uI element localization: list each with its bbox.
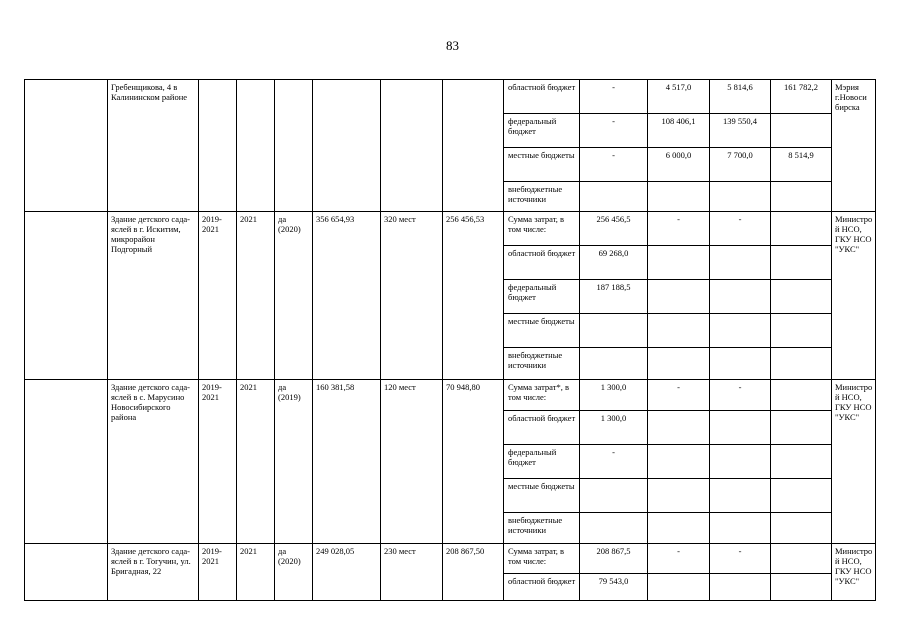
amount-cell — [710, 513, 771, 544]
amount-cell: - — [580, 445, 648, 479]
funding-source-label: местные бюджеты — [504, 479, 580, 513]
amount-cell — [771, 246, 832, 280]
capacity-cell: 230 мест — [381, 544, 443, 601]
capacity-cell: 320 мест — [381, 212, 443, 380]
amount-cell — [771, 513, 832, 544]
amount-cell: - — [580, 114, 648, 148]
executor-cell: Министро й НСО, ГКУ НСО "УКС" — [832, 544, 876, 601]
amount-cell: 139 550,4 — [710, 114, 771, 148]
budget-table — [24, 79, 876, 601]
amount-cell — [648, 314, 710, 348]
amount-cell: 256 456,5 — [580, 212, 648, 246]
capacity-cell — [381, 80, 443, 212]
funding-source-label: внебюджетные источники — [504, 513, 580, 544]
amount-cell — [648, 574, 710, 601]
design-cell: да (2020) — [275, 544, 313, 601]
amount-cell — [710, 348, 771, 380]
funding-source-label: областной бюджет — [504, 246, 580, 280]
amount-cell — [771, 348, 832, 380]
amount-cell — [648, 445, 710, 479]
amount-cell — [710, 574, 771, 601]
amount-cell — [580, 182, 648, 212]
amount-cell: 187 188,5 — [580, 280, 648, 314]
amount-cell: - — [580, 148, 648, 182]
amount-cell: - — [648, 212, 710, 246]
amount-cell — [648, 411, 710, 445]
table-row — [25, 380, 876, 411]
funding-source-label: областной бюджет — [504, 80, 580, 114]
amount-cell — [580, 314, 648, 348]
amount-cell: 161 782,2 — [771, 80, 832, 114]
page-number: 83 — [446, 38, 459, 53]
amount-cell — [648, 182, 710, 212]
funding-source-label: Сумма затрат*, в том числе: — [504, 380, 580, 411]
year-cell: 2021 — [237, 212, 275, 380]
amount-cell — [580, 348, 648, 380]
funding-source-label: местные бюджеты — [504, 314, 580, 348]
amount-cell: - — [710, 380, 771, 411]
remaining-cost-cell — [443, 80, 504, 212]
amount-cell — [771, 314, 832, 348]
amount-cell — [771, 182, 832, 212]
amount-cell: 7 700,0 — [710, 148, 771, 182]
amount-cell: 1 300,0 — [580, 411, 648, 445]
funding-source-label: федеральный бюджет — [504, 114, 580, 148]
amount-cell — [771, 212, 832, 246]
remaining-cost-cell: 208 867,50 — [443, 544, 504, 601]
period-cell — [199, 80, 237, 212]
amount-cell: - — [648, 380, 710, 411]
empty-cell — [25, 80, 108, 212]
table-row — [25, 80, 876, 114]
cost-cell: 249 028,05 — [313, 544, 381, 601]
amount-cell: 1 300,0 — [580, 380, 648, 411]
amount-cell — [771, 411, 832, 445]
design-cell: да (2020) — [275, 212, 313, 380]
funding-source-label: Сумма затрат, в том числе: — [504, 212, 580, 246]
amount-cell — [771, 574, 832, 601]
amount-cell — [771, 445, 832, 479]
amount-cell — [771, 544, 832, 574]
amount-cell — [648, 479, 710, 513]
amount-cell: 69 268,0 — [580, 246, 648, 280]
funding-source-label: внебюджетные источники — [504, 348, 580, 380]
amount-cell: 8 514,9 — [771, 148, 832, 182]
amount-cell — [710, 314, 771, 348]
funding-source-label: федеральный бюджет — [504, 280, 580, 314]
amount-cell — [710, 411, 771, 445]
amount-cell — [648, 348, 710, 380]
remaining-cost-cell: 70 948,80 — [443, 380, 504, 544]
object-name-cell: Здание детского сада-яслей в с. Марусино Новосибирского района — [108, 380, 199, 544]
table-row — [25, 544, 876, 574]
amount-cell — [648, 280, 710, 314]
amount-cell — [648, 246, 710, 280]
amount-cell — [710, 246, 771, 280]
amount-cell: 4 517,0 — [648, 80, 710, 114]
executor-cell: Министро й НСО, ГКУ НСО "УКС" — [832, 212, 876, 380]
amount-cell: - — [710, 544, 771, 574]
object-name-cell: Здание детского сада-яслей в г. Тогучин, ул. Бригадная, 22 — [108, 544, 199, 601]
funding-source-label: Сумма затрат, в том числе: — [504, 544, 580, 574]
amount-cell — [580, 513, 648, 544]
period-cell: 2019-2021 — [199, 544, 237, 601]
period-cell: 2019-2021 — [199, 380, 237, 544]
funding-source-label: областной бюджет — [504, 574, 580, 601]
amount-cell — [771, 280, 832, 314]
amount-cell — [771, 380, 832, 411]
cost-cell: 356 654,93 — [313, 212, 381, 380]
amount-cell — [771, 479, 832, 513]
remaining-cost-cell: 256 456,53 — [443, 212, 504, 380]
amount-cell: - — [580, 80, 648, 114]
amount-cell — [648, 513, 710, 544]
amount-cell — [710, 182, 771, 212]
table-row — [25, 212, 876, 246]
year-cell: 2021 — [237, 544, 275, 601]
capacity-cell: 120 мест — [381, 380, 443, 544]
empty-cell — [25, 212, 108, 380]
amount-cell: - — [710, 212, 771, 246]
cost-cell: 160 381,58 — [313, 380, 381, 544]
funding-source-label: областной бюджет — [504, 411, 580, 445]
amount-cell: 79 543,0 — [580, 574, 648, 601]
amount-cell — [771, 114, 832, 148]
year-cell: 2021 — [237, 380, 275, 544]
empty-cell — [25, 380, 108, 544]
empty-cell — [25, 544, 108, 601]
funding-source-label: федеральный бюджет — [504, 445, 580, 479]
amount-cell: - — [648, 544, 710, 574]
executor-cell: Мэрия г.Новоси бирска — [832, 80, 876, 212]
year-cell — [237, 80, 275, 212]
amount-cell — [710, 280, 771, 314]
cost-cell — [313, 80, 381, 212]
funding-source-label: внебюджетные источники — [504, 182, 580, 212]
amount-cell: 108 406,1 — [648, 114, 710, 148]
design-cell: да (2019) — [275, 380, 313, 544]
funding-source-label: местные бюджеты — [504, 148, 580, 182]
amount-cell: 5 814,6 — [710, 80, 771, 114]
object-name-cell: Здание детского сада-яслей в г. Искитим, микрорайон Подгорный — [108, 212, 199, 380]
amount-cell — [710, 479, 771, 513]
amount-cell — [710, 445, 771, 479]
object-name-cell: Гребенщикова, 4 в Калининском районе — [108, 80, 199, 212]
period-cell: 2019-2021 — [199, 212, 237, 380]
executor-cell: Министро й НСО, ГКУ НСО "УКС" — [832, 380, 876, 544]
amount-cell: 6 000,0 — [648, 148, 710, 182]
design-cell — [275, 80, 313, 212]
amount-cell: 208 867,5 — [580, 544, 648, 574]
amount-cell — [580, 479, 648, 513]
